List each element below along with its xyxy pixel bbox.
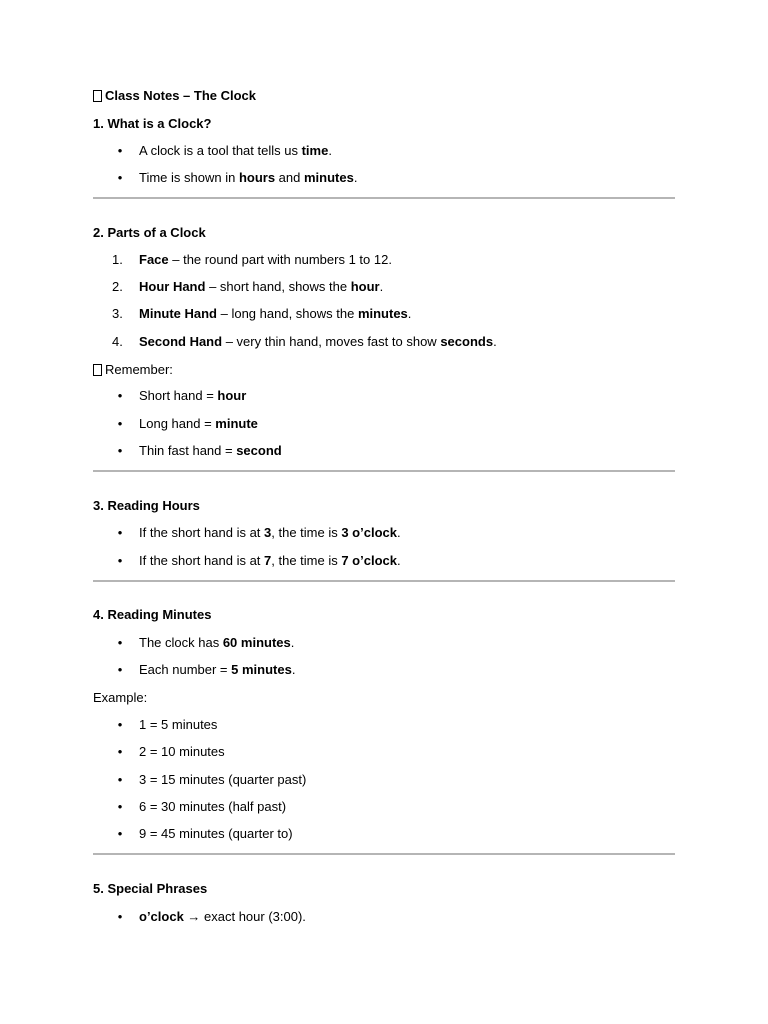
example-label: Example:: [93, 690, 148, 705]
bullet: •: [117, 170, 123, 185]
list-item: Time is shown in hours and minutes.: [139, 170, 358, 185]
bullet: •: [117, 416, 123, 431]
bullet: •: [117, 443, 123, 458]
section-4-heading: 4. Reading Minutes: [93, 607, 212, 622]
list-number: 3.: [112, 306, 123, 321]
missing-emoji-icon: [93, 90, 102, 102]
document-title: Class Notes – The Clock: [93, 88, 256, 104]
section-divider: [93, 580, 675, 582]
bullet: •: [117, 525, 123, 540]
example-item: 6 = 30 minutes (half past): [139, 799, 287, 814]
list-item: Minute Hand – long hand, shows the minutes.: [139, 306, 412, 321]
bullet: •: [117, 909, 123, 924]
example-item: 3 = 15 minutes (quarter past): [139, 772, 307, 787]
list-item: Hour Hand – short hand, shows the hour.: [139, 279, 384, 294]
bullet: •: [117, 662, 123, 677]
example-item: 9 = 45 minutes (quarter to): [139, 826, 293, 841]
bullet: •: [117, 635, 123, 650]
bullet: •: [117, 826, 123, 841]
list-item: The clock has 60 minutes.: [139, 635, 295, 650]
list-item: A clock is a tool that tells us time.: [139, 143, 332, 158]
remember-label: Remember:: [93, 362, 173, 378]
section-2-heading: 2. Parts of a Clock: [93, 225, 206, 240]
list-item: If the short hand is at 3, the time is 3 o’clock.: [139, 525, 401, 540]
section-1-heading: 1. What is a Clock?: [93, 116, 212, 131]
bullet: •: [117, 772, 123, 787]
section-divider: [93, 470, 675, 472]
section-divider: [93, 853, 675, 855]
bullet: •: [117, 744, 123, 759]
list-number: 4.: [112, 334, 123, 349]
bullet: •: [117, 388, 123, 403]
bullet: •: [117, 143, 123, 158]
bullet: •: [117, 717, 123, 732]
list-item: Second Hand – very thin hand, moves fast to show seconds.: [139, 334, 497, 349]
section-divider: [93, 197, 675, 199]
list-item: Thin fast hand = second: [139, 443, 282, 458]
list-item: Short hand = hour: [139, 388, 247, 403]
list-item: Long hand = minute: [139, 416, 258, 431]
missing-emoji-icon: [93, 364, 102, 376]
section-3-heading: 3. Reading Hours: [93, 498, 200, 513]
list-item: Each number = 5 minutes.: [139, 662, 296, 677]
example-item: 2 = 10 minutes: [139, 744, 225, 759]
bullet: •: [117, 799, 123, 814]
list-number: 2.: [112, 279, 123, 294]
section-5-heading: 5. Special Phrases: [93, 881, 208, 896]
example-item: 1 = 5 minutes: [139, 717, 218, 732]
list-item: Face – the round part with numbers 1 to 12.: [139, 252, 392, 267]
list-number: 1.: [112, 252, 123, 267]
list-item: If the short hand is at 7, the time is 7 o’clock.: [139, 553, 401, 568]
list-item: o’clock → exact hour (3:00).: [139, 909, 306, 924]
bullet: •: [117, 553, 123, 568]
